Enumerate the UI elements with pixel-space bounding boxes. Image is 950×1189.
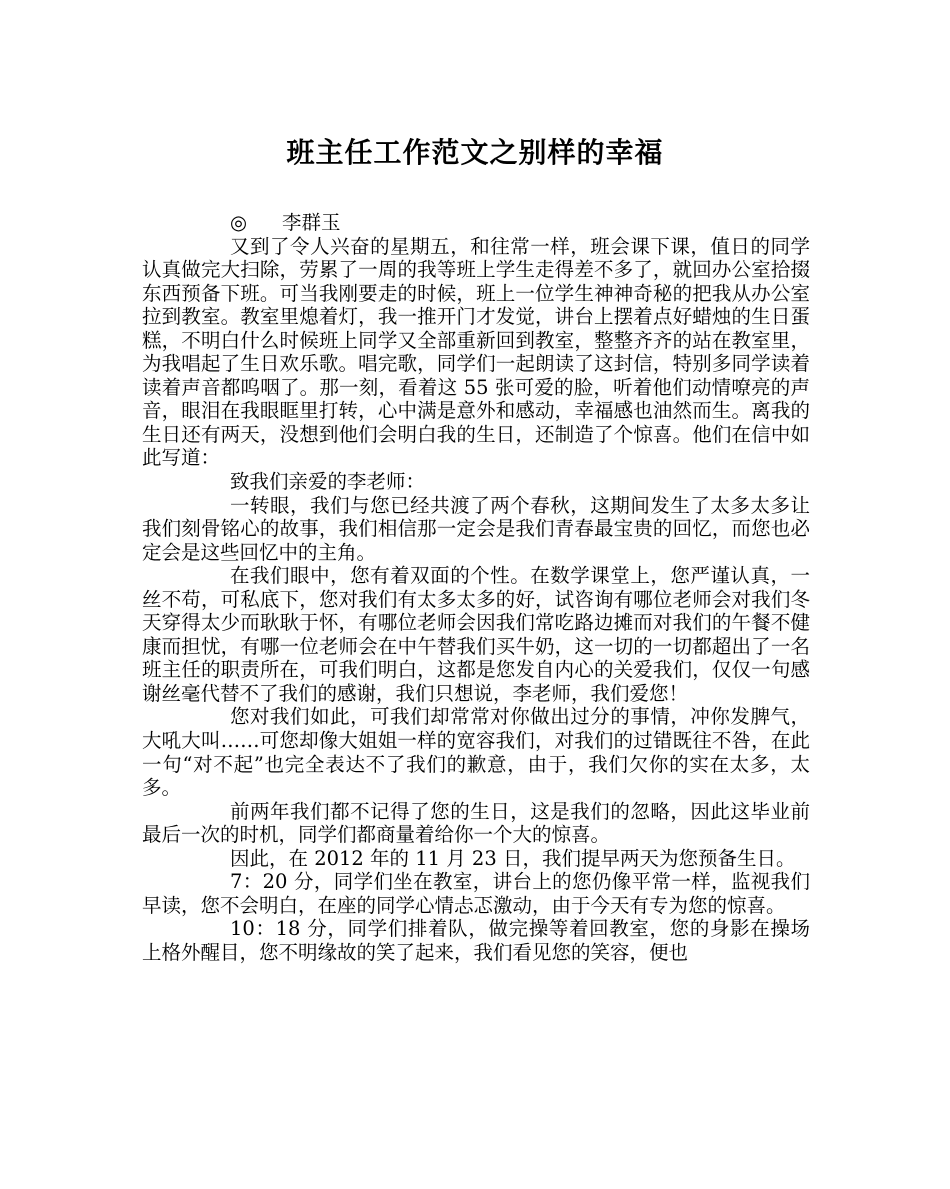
paragraph: 您对我们如此，可我们却常常对你做出过分的事情，冲你发脾气，大吼大叫……可您却像大姐姐一样的宽容我们，对我们的过错既往不咎，在此一句“对不起”也完全表达不了我们的歉意，由于，我们欠你的实在太多，太多。 [142, 705, 810, 800]
paragraph: 在我们眼中，您有着双面的个性。在数学课堂上，您严谨认真，一丝不苟，可私底下，您对我们有太多太多的好，试咨询有哪位老师会对我们冬天穿得太少而耿耿于怀，有哪位老师会因我们常吃路边摊而对我们的午餐不健康而担忧，有哪一位老师会在中午替我们买牛奶，这一切的一切都超出了一名班主任的职责所在，可我们明白，这都是您发自内心的关爱我们，仅仅一句感谢丝毫代替不了我们的感谢，我们只想说，李老师，我们爱您！ [142, 564, 810, 705]
author-mark: ◎ [230, 211, 248, 234]
paragraph: 前两年我们都不记得了您的生日，这是我们的忽略，因此这毕业前最后一次的时机，同学们都商量着给你一个大的惊喜。 [142, 799, 810, 847]
paragraph: 一转眼，我们与您已经共渡了两个春秋，这期间发生了太多太多让我们刻骨铭心的故事，我们相信那一定会是我们青春最宝贵的回忆，而您也必定会是这些回忆中的主角。 [142, 493, 810, 564]
paragraph: 因此，在 2012 年的 11 月 23 日，我们提早两天为您预备生日。 [230, 846, 796, 870]
letter-salutation: 致我们亲爱的李老师： [230, 470, 426, 494]
paragraph: 7：20 分，同学们坐在教室，讲台上的您仍像平常一样，监视我们早读，您不会明白，在座的同学心情忐忑激动，由于今天有专为您的惊喜。 [142, 870, 810, 917]
document-body [142, 211, 810, 965]
author-name: 李群玉 [282, 211, 341, 234]
paragraph: 又到了令人兴奋的星期五，和往常一样，班会课下课，值日的同学认真做完大扫除，劳累了一周的我等班上学生走得差不多了，就回办公室拾掇东西预备下班。可当我刚要走的时候，班上一位学生神神奇秘的把我从办公室拉到教室。教室里熄着灯，我一推开门才发觉，讲台上摆着点好蜡烛的生日蛋糕，不明白什么时候班上同学又全部重新回到教室，整整齐齐的站在教室里，为我唱起了生日欢乐歌。唱完歌，同学们一起朗读了这封信，特别多同学读着读着声音都呜咽了。那一刻，看着这 55 张可爱的脸，听着他们动情嘹亮的声音，眼泪在我眼眶里打转，心中满是意外和感动，幸福感也油然而生。离我的生日还有两天，没想到他们会明白我的生日，还制造了个惊喜。他们在信中如此写道： [142, 234, 810, 470]
author-line [142, 211, 810, 235]
document-title: 班主任工作范文之别样的幸福 [286, 136, 664, 169]
paragraph: 10：18 分，同学们排着队，做完操等着回教室，您的身影在操场上格外醒目，您不明缘故的笑了起来，我们看见您的笑容，便也 [142, 917, 810, 964]
